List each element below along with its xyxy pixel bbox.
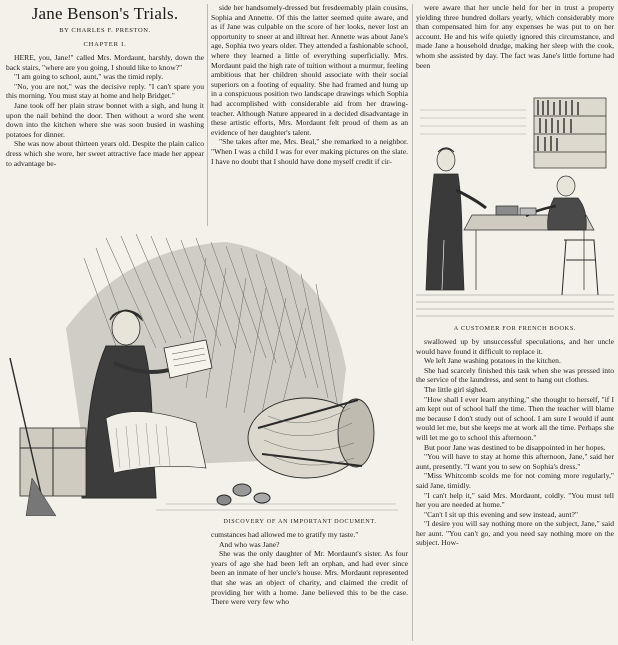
paragraph: And who was Jane?: [219, 539, 280, 549]
column-1-text: [6, 53, 204, 228]
paragraph: "Can't I sit up this evening and sew instead, aunt?": [424, 509, 578, 519]
paragraph: "I am going to school, aunt," was the timid reply.: [14, 72, 164, 82]
paragraph: She was the only daughter of Mr. Mordaunt's sister. As four years of age she had been left an orphan, and had ever since been an inmate of her uncle's house. Mrs. Mordaunt represented that she was an object of charity, and claimed the credit of providing her with a home. Jane believed this to be the case. There were very few who: [211, 549, 408, 607]
column-3-text-top: [416, 3, 614, 89]
paragraph: Jane took off her plain straw bonnet with a sigh, and hung it upon the nail behind the door. Then without a word she went down into the kitchen where she was soon busied in washing potatoes for dinner.: [6, 100, 204, 139]
caption-right-illustration: A CUSTOMER FOR FRENCH BOOKS.: [453, 325, 577, 332]
paragraph: HERE, you, Jane!" called Mrs. Mordaunt, harshly, down the back stairs, "where are you going, I should like to know?": [6, 53, 204, 72]
paragraph: "No, you are not," was the decisive reply. "I can't spare you this morning. You must stay at home and help Bridget.": [6, 81, 204, 101]
article-title: Jane Benson's Trials.: [31, 4, 179, 23]
paragraph: "How shall I ever learn anything," she thought to herself, "if I am kept out of school half the time. Then the teacher will blame me because I don't study out of school. I am sure I would if aunt would let me, but she keeps me at work all the time. Perhaps she will let me go to school this afternoon.": [416, 394, 614, 442]
chapter-heading: CHAPTER I.: [83, 41, 127, 48]
column-rule: [412, 4, 413, 641]
paragraph: "Miss Whitcomb scolds me for not coming more regularly," said Jane, timidly.: [416, 471, 614, 490]
paragraph: She had scarcely finished this task when she was pressed into the service of the laundress, and sent to hang out clothes.: [416, 365, 614, 385]
column-3-text-bottom: [416, 337, 614, 642]
paragraph: were aware that her uncle held for her in trust a property yielding three hundred dollars yearly, which considerably more than compensated him for any expenses he was put to on her account. He and his wife quietly ignored this circumstance, and made Jane a household drudge, making her sleep with the cook, whom she assisted by day. The fact was Jane's little fortune had been: [416, 3, 614, 70]
paragraph: The little girl sighed.: [424, 384, 488, 394]
illustration-french-books: [416, 90, 614, 322]
article-byline: BY CHARLES F. PRESTON.: [59, 27, 151, 34]
paragraph: But poor Jane was destined to be disappointed in her hopes.: [424, 442, 606, 452]
paragraph: "I can't help it," said Mrs. Mordaunt, coldly. "You must tell her you are needed at home.": [416, 490, 614, 510]
paragraph: We left Jane washing potatoes in the kitchen.: [424, 356, 561, 366]
column-rule: [207, 4, 208, 226]
paragraph: "You will have to stay at home this afternoon, Jane," said her aunt, presently. "I want you to sew on Sophia's dress.": [416, 452, 614, 471]
caption-main-illustration: DISCOVERY OF AN IMPORTANT DOCUMENT.: [223, 518, 377, 525]
column-2-text: [211, 3, 408, 226]
paragraph: cumstances had allowed me to gratify my taste.": [211, 530, 359, 539]
paragraph: "She takes after me, Mrs. Beal," she remarked to a neighbor. "When I was a child I was for ever making pictures on the slate. I have no doubt that I should have done myself credit if cir-: [211, 137, 408, 166]
paragraph: side her handsomely-dressed but fresdeemably plain cousins, Sophia and Annette. Of this the latter seemed quite aware, and as if Jane was culpable on the score of her looks, never lost an opportunity to sneer at and illtreat her. Annette was about Jane's age, Sophia two years older. They attended a fashionable school, where they learned a little of everything superficially. Mrs. Mordaunt paid the high rate of tuition without a murmur, feeling ambitious that her children should associate with their social superiors on a footing of equality. She had framed and hung up in a conspicuous position two landscape drawings which Sophia had accomplished with considerable aid from her drawing-teacher. Although Nature appeared in a decided disadvantage in these artistic efforts, Mrs. Mordaunt felt proud of them as an evidence of her daughter's talent.: [211, 3, 408, 137]
paragraph: "I desire you will say nothing more on the subject, Jane," said her aunt. "You can't go, and you need say nothing more on the subject. How-: [416, 519, 614, 548]
paragraph: swallowed up by unsuccessful speculations, and her uncle would have found it difficult to replace it.: [416, 337, 614, 356]
column-2-text-bottom: [211, 530, 408, 642]
illustration-important-document: [6, 228, 408, 516]
paragraph: She was now about thirteen years old. Despite the plain calico dress which she wore, her sweet attractive face made her appear to advantage be-: [6, 139, 204, 168]
